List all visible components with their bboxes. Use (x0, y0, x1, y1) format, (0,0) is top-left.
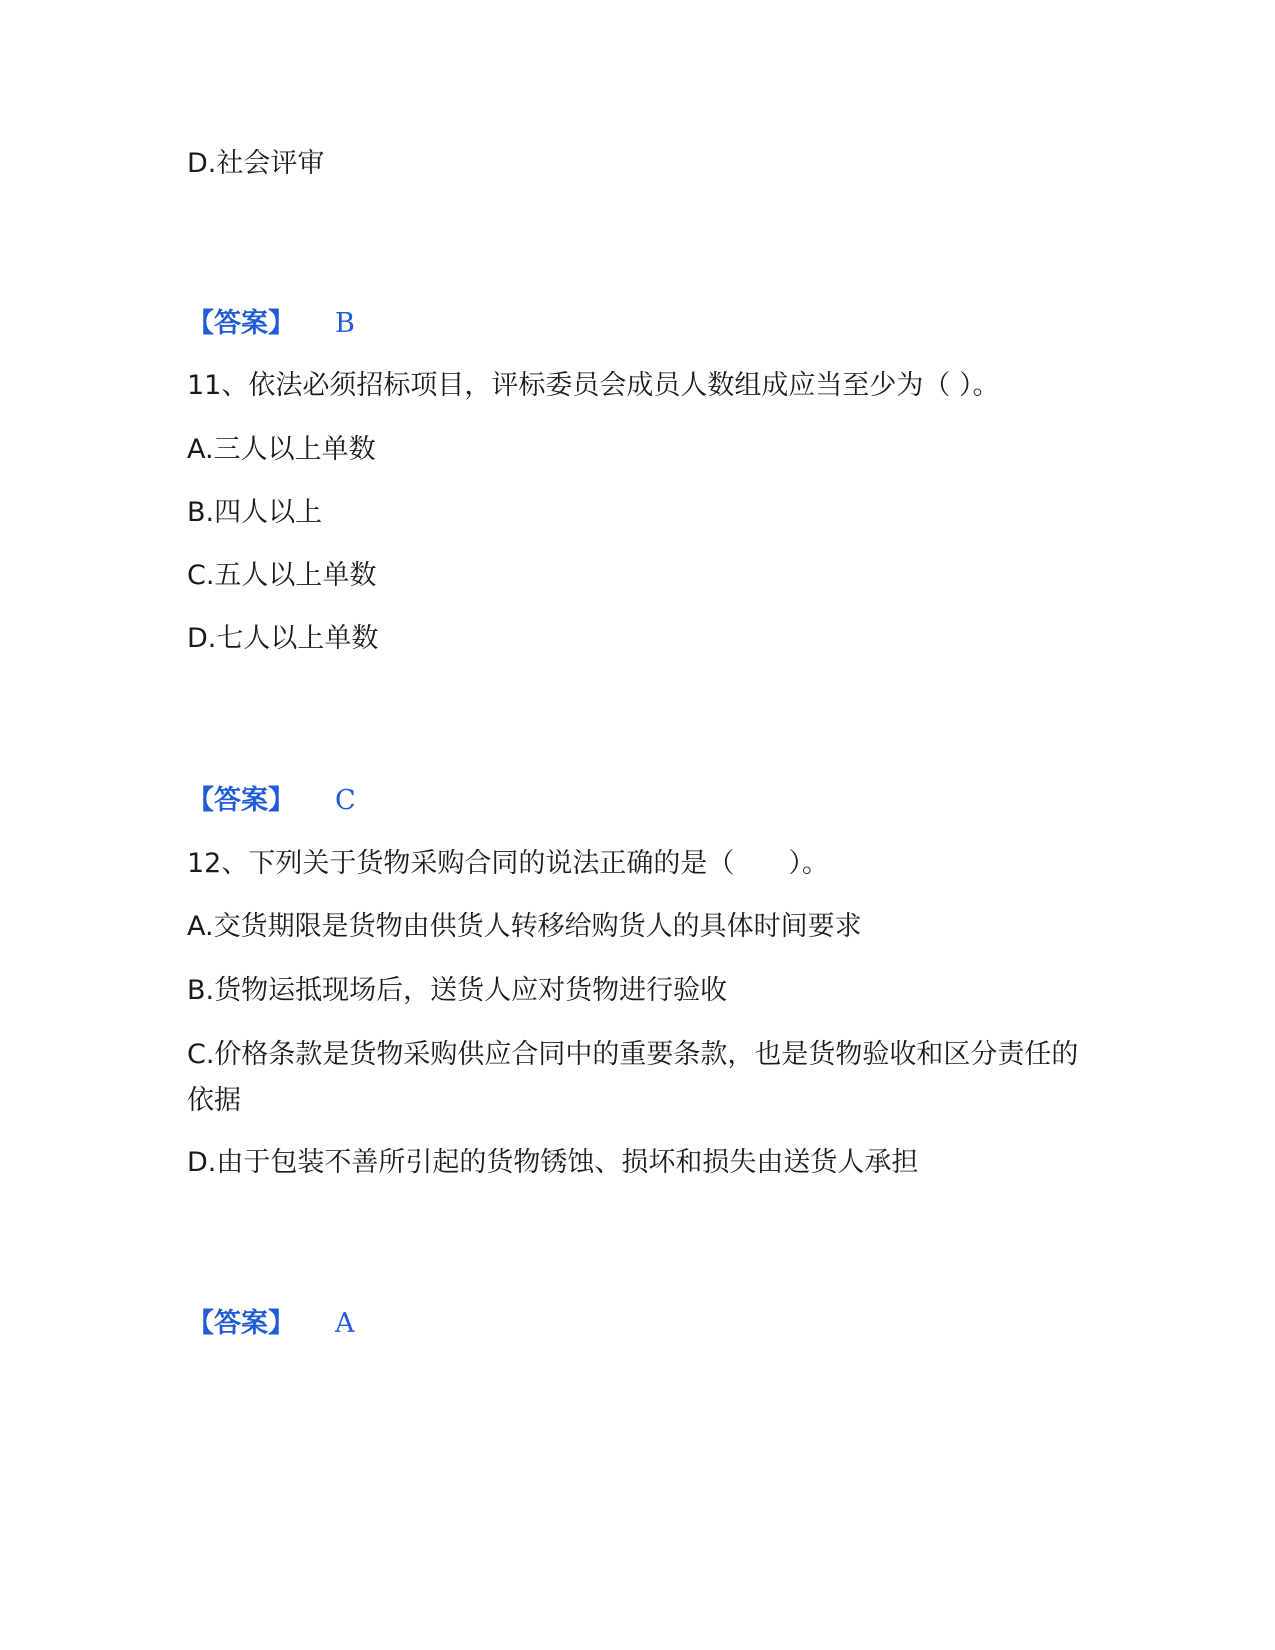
answer-label: 【答案】 (187, 308, 295, 339)
q11-option-c: C.五人以上单数 (187, 560, 377, 591)
q11-answer (187, 783, 356, 819)
q12-question: 12、下列关于货物采购合同的说法正确的是（ ）。 (187, 848, 829, 879)
q11-option-b: B.四人以上 (187, 497, 323, 528)
prev-answer (187, 306, 355, 342)
q12-answer (187, 1306, 355, 1342)
q12-option-c: C.价格条款是货物采购供应合同中的重要条款，也是货物验收和区分责任的依据 (187, 1039, 1079, 1116)
q12-option-b: B.货物运抵现场后，送货人应对货物进行验收 (187, 975, 728, 1006)
prev-option-d: D.社会评审 (187, 148, 325, 179)
q12-option-a: A.交货期限是货物由供货人转移给购货人的具体时间要求 (187, 911, 862, 942)
q11-question: 11、依法必须招标项目，评标委员会成员人数组成应当至少为（ ）。 (187, 370, 1000, 401)
answer-value: A (335, 1308, 355, 1339)
answer-label: 【答案】 (187, 785, 295, 816)
q12-option-d: D.由于包装不善所引起的货物锈蚀、损坏和损失由送货人承担 (187, 1147, 919, 1178)
q11-option-d: D.七人以上单数 (187, 623, 379, 654)
answer-value: C (335, 785, 356, 816)
answer-value: B (335, 308, 355, 339)
q11-option-a: A.三人以上单数 (187, 434, 376, 465)
answer-label: 【答案】 (187, 1308, 295, 1339)
